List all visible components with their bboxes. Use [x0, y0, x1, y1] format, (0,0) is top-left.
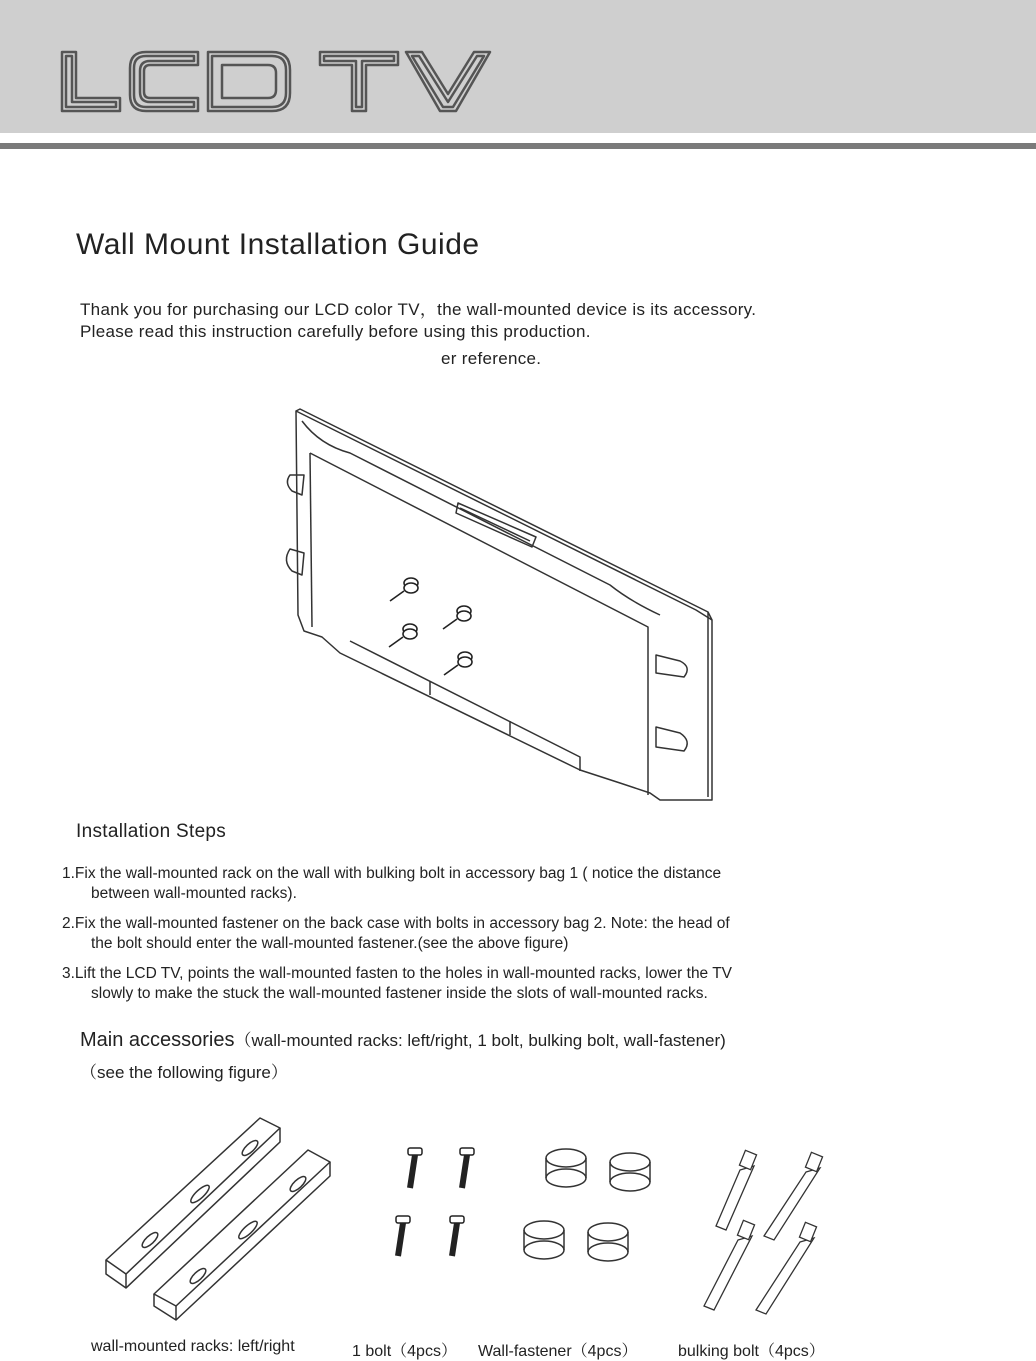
bolt-4 — [450, 1216, 464, 1256]
accessories-detail: （wall-mounted racks: left/right, 1 bolt, bulking bolt, wall-fastener) — [234, 1031, 726, 1050]
installation-steps-heading: Installation Steps — [76, 821, 227, 842]
bolt-3 — [396, 1216, 410, 1256]
step-2-line-1: 2.Fix the wall-mounted fastener on the back case with bolts in accessory bag 2. Note: the head of — [62, 915, 730, 932]
bolt-2 — [460, 1148, 474, 1188]
bolt-1 — [408, 1148, 422, 1188]
wall-rack-right — [154, 1150, 330, 1320]
wall-fastener-3 — [524, 1221, 564, 1259]
step-1 — [62, 864, 922, 904]
wall-fastener-2 — [610, 1153, 650, 1191]
step-3-line-1: 3.Lift the LCD TV, points the wall-mounted fasten to the holes in wall-mounted racks, lower the TV — [62, 965, 733, 982]
step-3-line-2: slowly to make the stuck the wall-mounted fastener inside the slots of wall-mounted racks. — [91, 985, 708, 1002]
intro-line-3: er reference. — [441, 349, 542, 368]
step-2 — [62, 914, 922, 954]
accessories-illustration — [90, 1110, 850, 1330]
intro-line-1: Thank you for purchasing our LCD color TV，the wall-mounted device is its accessory. — [80, 300, 757, 319]
step-3 — [62, 964, 922, 1004]
caption-wall-fastener: Wall-fastener（4pcs） — [478, 1343, 638, 1360]
bulking-bolt-1 — [716, 1150, 757, 1230]
fastener-1 — [390, 578, 418, 601]
intro-line-2: Please read this instruction carefully before using this production. — [80, 322, 591, 341]
fastener-4 — [444, 652, 472, 675]
wall-rack-left — [106, 1118, 280, 1288]
main-accessories-heading — [80, 1026, 726, 1052]
tv-back-case — [296, 411, 712, 800]
bulking-bolt-3 — [704, 1220, 755, 1310]
caption-bolt: 1 bolt（4pcs） — [352, 1343, 457, 1360]
step-1-line-1: 1.Fix the wall-mounted rack on the wall with bulking bolt in accessory bag 1 ( notice the distance — [62, 865, 722, 882]
accessories-note: （see the following figure） — [80, 1063, 288, 1082]
caption-bulking-bolt: bulking bolt（4pcs） — [678, 1343, 825, 1360]
step-2-line-2: the bolt should enter the wall-mounted fastener.(see the above figure) — [91, 935, 569, 952]
header-divider — [0, 143, 1036, 149]
fastener-2 — [443, 606, 471, 629]
wall-fastener-1 — [546, 1149, 586, 1187]
wall-fastener-4 — [588, 1223, 628, 1261]
tv-back-illustration — [280, 405, 720, 805]
lcd-tv-logo — [58, 48, 498, 116]
page-title: Wall Mount Installation Guide — [76, 228, 480, 261]
step-1-line-2: between wall-mounted racks). — [91, 885, 297, 902]
caption-wall-racks: wall-mounted racks: left/right — [91, 1338, 295, 1355]
fastener-3 — [389, 624, 417, 647]
accessories-title: Main accessories — [80, 1029, 235, 1051]
